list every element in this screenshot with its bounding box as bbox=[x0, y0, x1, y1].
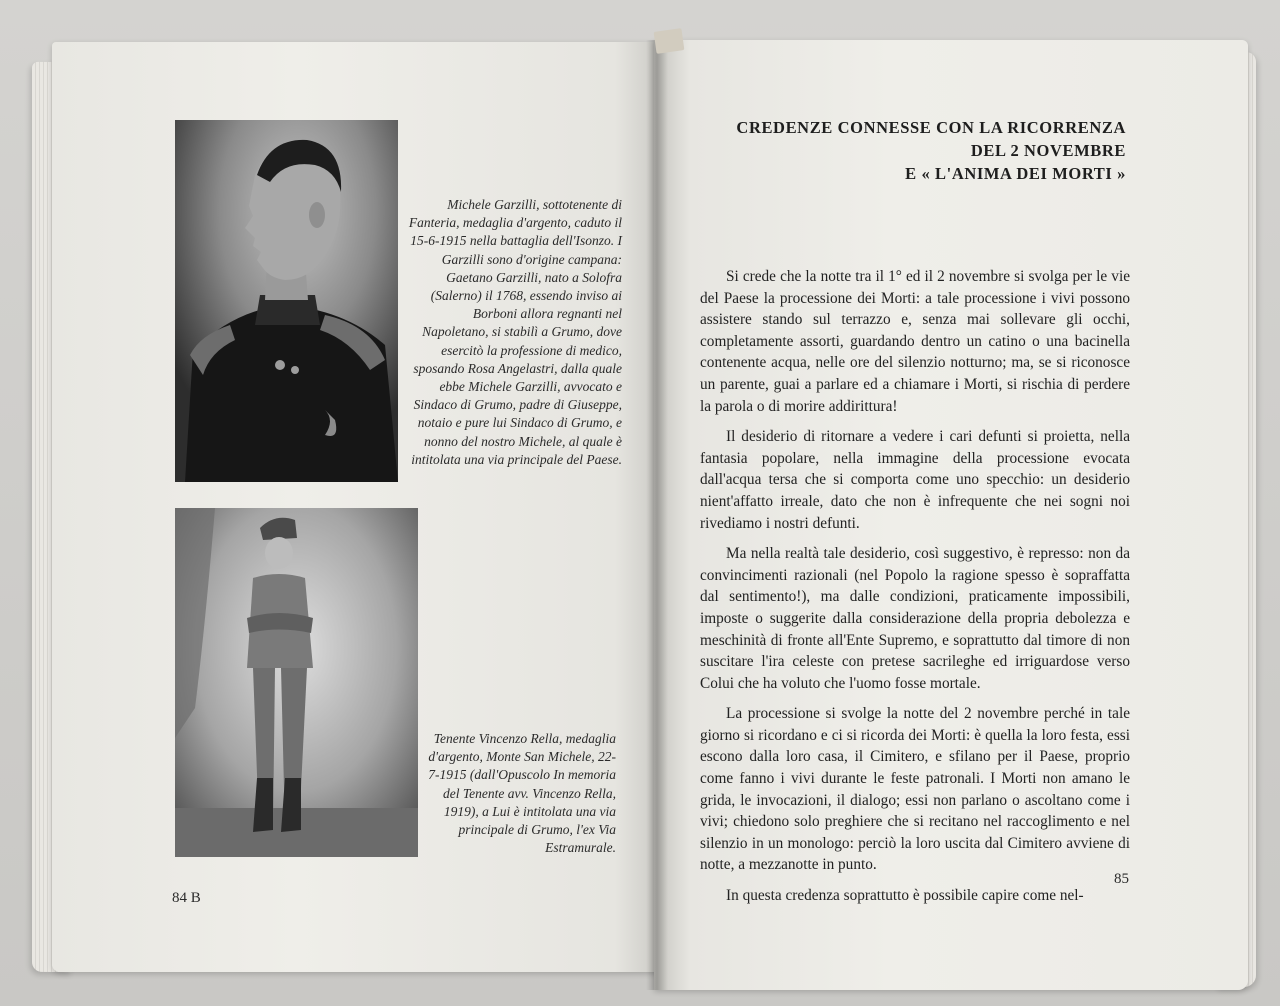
paragraph: Ma nella realtà tale desiderio, così suggestivo, è represso: non da convincimenti razionali (nel Popolo la ragione spesso è sopraffatta dal sentimento!), ma dalle condizioni, praticamente impossibili, imposte o suggerite dalla considerazione della propria debolezza e meschinità di fronte all'Ente Supremo, e soprattutto dal timore di non suscitare l'ira celeste con pretese sacrileghe ed irriguardose verso Colui che ha voluto che l'uomo fosse mortale. bbox=[700, 545, 1130, 692]
paragraph: La processione si svolge la notte del 2 novembre perché in tale giorno si ricordano e ci si ricorda dei Morti: è quella la loro festa, essi escono dalla loro casa, il Cimitero, e sfilano per il Paese, proprio come fanno i vivi durante le feste patronali. I Morti non amano le grida, le invocazioni, il dialogo; essi non parlano o ascoltano come i vivi; chiedono solo preghiere che si recitano nel raccoglimento e nel silenzio in un monologo: perciò la loro uscita dal Cimitero avviene di notte, a mezzanotte in punto. bbox=[700, 705, 1130, 874]
page-number-right: 85 bbox=[1114, 871, 1129, 887]
chapter-heading bbox=[726, 116, 1126, 185]
caption-garzilli: Michele Garzilli, sottotenente di Fanteria, medaglia d'argento, caduto il 15-6-1915 nella battaglia dell'Isonzo. I Garzilli sono d'origine campana: Gaetano Garzilli, nato a Solofra (Salerno) il 1768, essendo inviso ai Borboni allora regnanti nel Napoletano, si stabilì a Grumo, dove esercitò la professione di medico, sposando Rosa Angelastri, dalla quale ebbe Michele Garzilli, avvocato e Sindaco di Grumo, padre di Giuseppe, notaio e pure lui Sindaco di Grumo, e nonno del nostro Michele, al quale è intitolata una via principale del Paese. bbox=[408, 197, 622, 467]
chapter-body bbox=[700, 266, 1130, 916]
bookmark-tab bbox=[654, 28, 685, 54]
heading-line-2: DEL 2 NOVEMBRE bbox=[970, 141, 1126, 160]
heading-line-1: CREDENZE CONNESSE CON LA RICORRENZA bbox=[736, 118, 1126, 137]
paragraph: In questa credenza soprattutto è possibile capire come nel- bbox=[726, 887, 1084, 905]
page-number-left: 84 B bbox=[172, 890, 201, 906]
paragraph: Il desiderio di ritornare a vedere i cari defunti si proietta, nella fantasia popolare, nella immagine della processione evocata dall'acqua tersa che si comporta come uno specchio: un desiderio nient'affatto irreale, dato che non è infrequente che nei sogni noi rivediamo i nostri defunti. bbox=[700, 428, 1130, 532]
portrait-photo-garzilli bbox=[175, 120, 398, 482]
standing-officer-illustration bbox=[175, 508, 418, 857]
portrait-photo-rella bbox=[175, 508, 418, 857]
heading-line-3: E « L'ANIMA DEI MORTI » bbox=[905, 164, 1126, 183]
book-gutter bbox=[646, 40, 668, 990]
paragraph: Si crede che la notte tra il 1° ed il 2 novembre si svolga per le vie del Paese la processione dei Morti: a tale processione i vivi possono assistere stando sul terrazzo e, senza mai sollevare gli occhi, completamente assorti, guardando dentro un catino o una bacinella contenente acqua, nelle ore del silenzio notturno; ma, se si riconosce un parente, guai a parlare ed a chiamare i Morti, si rischia di perdere la parola o di morire addirittura! bbox=[700, 268, 1130, 415]
portrait-illustration bbox=[175, 120, 398, 482]
caption-rella: Tenente Vincenzo Rella, medaglia d'argento, Monte San Michele, 22-7-1915 (dall'Opuscolo In memoria del Tenente avv. Vincenzo Rella, 1919), a Lui è intitolata una via principale di Grumo, l'ex Via Estramurale. bbox=[428, 731, 616, 856]
